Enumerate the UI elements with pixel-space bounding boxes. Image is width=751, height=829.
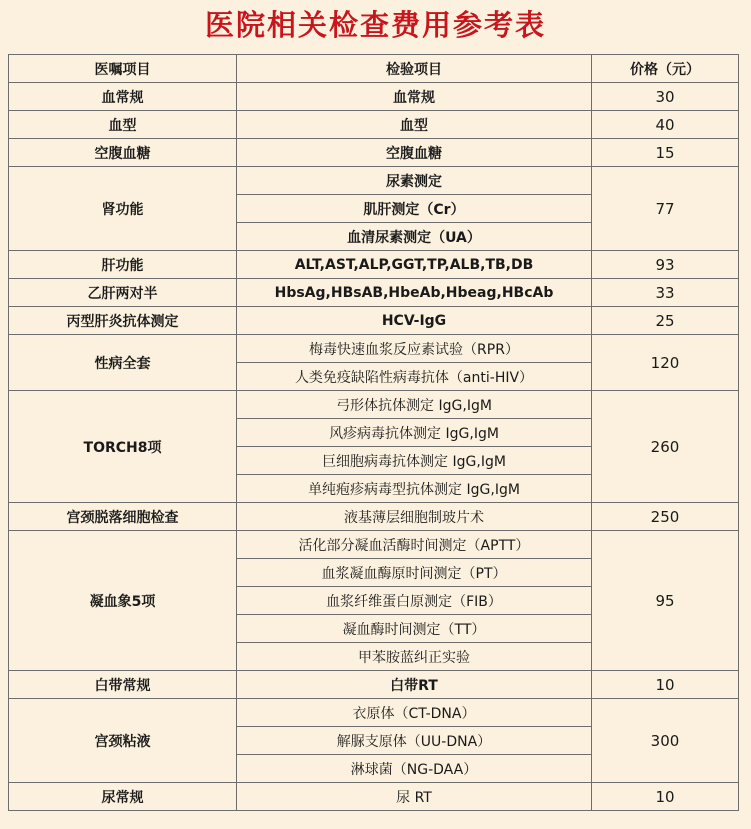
- order-item-cell: 凝血象5项: [9, 531, 237, 671]
- order-item-cell: 宫颈脱落细胞检查: [9, 503, 237, 531]
- order-item-cell: 丙型肝炎抗体测定: [9, 307, 237, 335]
- table-row: [9, 83, 739, 111]
- table-header-row: [9, 55, 739, 83]
- test-item-cell: 白带RT: [237, 671, 592, 699]
- test-item-cell: 凝血酶时间测定（TT）: [237, 615, 592, 643]
- order-item-cell: 血常规: [9, 83, 237, 111]
- order-item-cell: 肝功能: [9, 251, 237, 279]
- table-body: [9, 83, 739, 811]
- table-row: [9, 279, 739, 307]
- order-item-cell: 血型: [9, 111, 237, 139]
- table-row: [9, 167, 739, 195]
- test-item-cell: 人类免疫缺陷性病毒抗体（anti-HIV）: [237, 363, 592, 391]
- test-item-cell: 空腹血糖: [237, 139, 592, 167]
- order-item-cell: 白带常规: [9, 671, 237, 699]
- test-item-cell: 血清尿素测定（UA）: [237, 223, 592, 251]
- price-cell: 15: [592, 139, 739, 167]
- order-item-cell: 空腹血糖: [9, 139, 237, 167]
- table-row: [9, 531, 739, 559]
- test-item-cell: 血型: [237, 111, 592, 139]
- order-item-cell: TORCH8项: [9, 391, 237, 503]
- price-cell: 260: [592, 391, 739, 503]
- test-item-cell: 血浆纤维蛋白原测定（FIB）: [237, 587, 592, 615]
- order-item-cell: 宫颈粘液: [9, 699, 237, 783]
- price-cell: 25: [592, 307, 739, 335]
- test-item-cell: 血常规: [237, 83, 592, 111]
- order-item-cell: 尿常规: [9, 783, 237, 811]
- price-cell: 95: [592, 531, 739, 671]
- price-cell: 30: [592, 83, 739, 111]
- table-row: [9, 251, 739, 279]
- test-item-cell: 风疹病毒抗体测定 IgG,IgM: [237, 419, 592, 447]
- price-cell: 93: [592, 251, 739, 279]
- price-cell: 250: [592, 503, 739, 531]
- price-cell: 10: [592, 783, 739, 811]
- test-item-cell: ALT,AST,ALP,GGT,TP,ALB,TB,DB: [237, 251, 592, 279]
- test-item-cell: 弓形体抗体测定 IgG,IgM: [237, 391, 592, 419]
- test-item-cell: HCV-IgG: [237, 307, 592, 335]
- header-price: 价格（元）: [592, 55, 739, 83]
- table-row: [9, 671, 739, 699]
- test-item-cell: 解脲支原体（UU-DNA）: [237, 727, 592, 755]
- table-row: [9, 699, 739, 727]
- price-table: [8, 54, 739, 811]
- test-item-cell: 尿 RT: [237, 783, 592, 811]
- price-cell: 40: [592, 111, 739, 139]
- test-item-cell: 梅毒快速血浆反应素试验（RPR）: [237, 335, 592, 363]
- test-item-cell: 淋球菌（NG-DAA）: [237, 755, 592, 783]
- order-item-cell: 性病全套: [9, 335, 237, 391]
- order-item-cell: 肾功能: [9, 167, 237, 251]
- price-cell: 10: [592, 671, 739, 699]
- table-row: [9, 391, 739, 419]
- test-item-cell: 活化部分凝血活酶时间测定（APTT）: [237, 531, 592, 559]
- test-item-cell: 血浆凝血酶原时间测定（PT）: [237, 559, 592, 587]
- test-item-cell: 肌肝测定（Cr）: [237, 195, 592, 223]
- order-item-cell: 乙肝两对半: [9, 279, 237, 307]
- price-cell: 33: [592, 279, 739, 307]
- table-row: [9, 139, 739, 167]
- table-row: [9, 307, 739, 335]
- price-cell: 300: [592, 699, 739, 783]
- test-item-cell: 液基薄层细胞制玻片术: [237, 503, 592, 531]
- test-item-cell: 单纯疱疹病毒型抗体测定 IgG,IgM: [237, 475, 592, 503]
- test-item-cell: 尿素测定: [237, 167, 592, 195]
- table-row: [9, 335, 739, 363]
- header-order-item: 医嘱项目: [9, 55, 237, 83]
- price-cell: 120: [592, 335, 739, 391]
- table-row: [9, 503, 739, 531]
- test-item-cell: 衣原体（CT-DNA）: [237, 699, 592, 727]
- test-item-cell: HbsAg,HBsAB,HbeAb,Hbeag,HBcAb: [237, 279, 592, 307]
- test-item-cell: 甲苯胺蓝纠正实验: [237, 643, 592, 671]
- table-row: [9, 783, 739, 811]
- test-item-cell: 巨细胞病毒抗体测定 IgG,IgM: [237, 447, 592, 475]
- table-row: [9, 111, 739, 139]
- header-test-item: 检验项目: [237, 55, 592, 83]
- page-title: 医院相关检查费用参考表: [204, 8, 546, 42]
- price-cell: 77: [592, 167, 739, 251]
